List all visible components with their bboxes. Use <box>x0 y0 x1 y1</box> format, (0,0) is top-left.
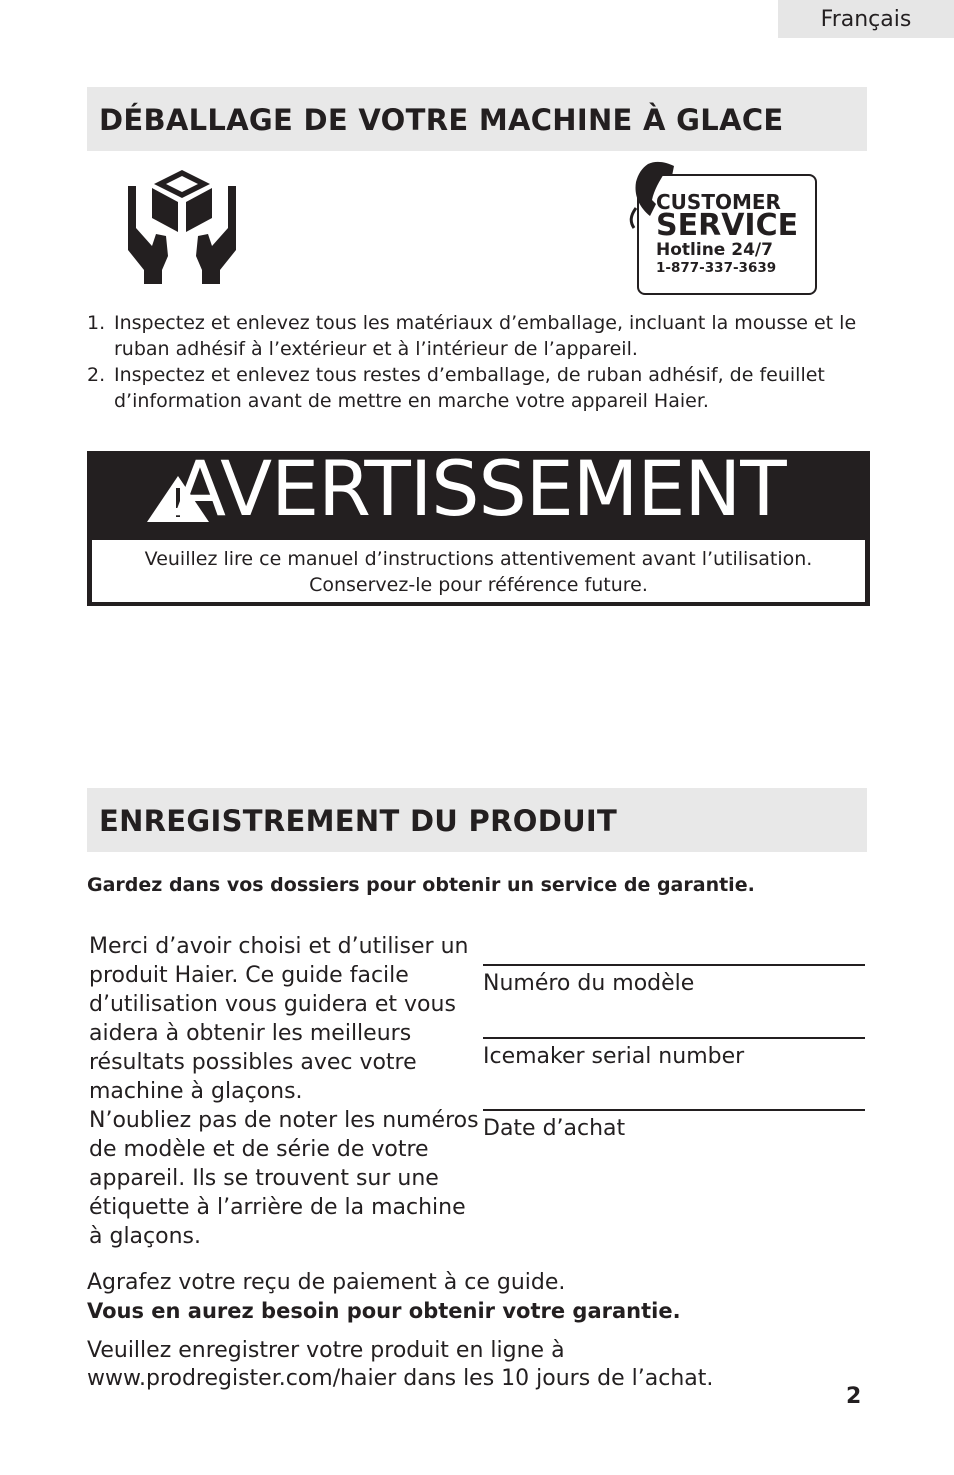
register-online-text: Veuillez enregistrer votre produit en ligne à www.prodregister.com/haier dans les 10 jours de l’achat. <box>87 1338 714 1391</box>
warning-line1: Veuillez lire ce manuel d’instructions attentivement avant l’utilisation. <box>144 548 813 570</box>
warning-title: AVERTISSEMENT <box>174 444 786 533</box>
warranty-note: Gardez dans vos dossiers pour obtenir un service de garantie. <box>87 874 755 896</box>
warning-line2: Conservez-le pour référence future. <box>309 574 648 596</box>
page-number: 2 <box>846 1384 862 1409</box>
customer-service-line2: SERVICE <box>656 208 799 243</box>
unpacking-title: DÉBALLAGE DE VOTRE MACHINE À GLACE <box>99 103 784 137</box>
customer-service-hotline: Hotline 24/7 <box>656 240 773 260</box>
customer-service-badge <box>626 160 818 296</box>
step-text: Inspectez et enlevez tous restes d’emballage, de ruban adhésif, de feuillet d’information avant de mettre en marche votre appareil Haier. <box>114 364 825 412</box>
field-label: Icemaker serial number <box>483 1044 745 1069</box>
registration-section-header <box>87 788 867 852</box>
list-item <box>87 362 877 414</box>
step-text: Inspectez et enlevez tous les matériaux d’emballage, incluant la mousse et le ruban adhésif à l’extérieur et à l’intérieur de l’appareil. <box>114 312 857 360</box>
field-label: Date d’achat <box>483 1116 626 1141</box>
field-label: Numéro du modèle <box>483 971 695 996</box>
intro-paragraph: N’oubliez pas de noter les numéros de modèle et de série de votre appareil. Ils se trouvent sur une étiquette à l’arrière de la machine à glaçons. <box>89 1108 479 1249</box>
language-tab: Français <box>778 0 954 38</box>
staple-receipt-note <box>87 1269 877 1325</box>
intro-paragraph: Merci d’avoir choisi et d’utiliser un produit Haier. Ce guide facile d’utilisation vous guidera et vous aidera à obtenir les meilleurs résultats possibles avec votre machine à glaçons. <box>89 934 469 1104</box>
registration-intro <box>89 932 481 1251</box>
unpacking-steps <box>87 310 877 414</box>
staple-line: Agrafez votre reçu de paiement à ce guide. <box>87 1270 566 1295</box>
handle-with-care-icon <box>122 166 242 290</box>
warning-message <box>92 540 865 602</box>
serial-number-field[interactable] <box>483 1037 865 1072</box>
staple-bold-line: Vous en aurez besoin pour obtenir votre garantie. <box>87 1299 681 1323</box>
registration-title: ENREGISTREMENT DU PRODUIT <box>99 804 618 838</box>
customer-service-line1: CUSTOMER <box>656 190 781 214</box>
step-number: 2. <box>87 364 106 386</box>
unpacking-section-header <box>87 87 867 151</box>
list-item <box>87 310 877 362</box>
model-number-field[interactable] <box>483 964 865 999</box>
customer-service-phone: 1-877-337-3639 <box>656 260 777 276</box>
purchase-date-field[interactable] <box>483 1109 865 1144</box>
step-number: 1. <box>87 312 106 334</box>
